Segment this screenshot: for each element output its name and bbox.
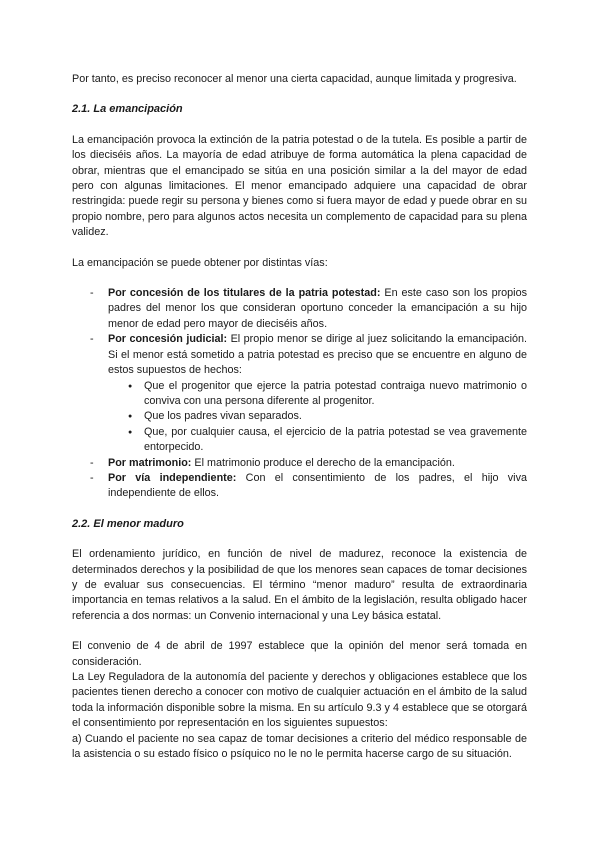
list-item-label: Por concesión de los titulares de la patria potestad:: [108, 287, 381, 300]
list-item-text: En este caso son los propios padres del menor los que consideran oportuno conceder la emancipación a su hijo menor de edad pero mayor de dieciséis años.: [108, 287, 527, 330]
sub-list-item: ● Que, por cualquier causa, el ejercicio de la patria potestad se vea gravemente entorpecido.: [108, 425, 527, 456]
convenio-paragraph: El convenio de 4 de abril de 1997 establece que la opinión del menor será tomada en consideración.: [72, 640, 527, 668]
emancipacion-vias-list: [72, 286, 527, 502]
supuesto-a-paragraph: a) Cuando el paciente no sea capaz de tomar decisiones a criterio del médico responsable de la asistencia o su estado físico o psíquico no le no le permita hacerse cargo de su situación.: [72, 732, 527, 761]
sub-list-item: ● Que el progenitor que ejerce la patria potestad contraiga nuevo matrimonio o conviva con una persona diferente al progenitor.: [108, 379, 527, 410]
section-heading-menor-maduro: 2.2. El menor maduro: [72, 517, 184, 530]
supuestos-list: [108, 379, 527, 456]
list-item: [72, 286, 527, 332]
page-content: [72, 72, 527, 762]
list-item-label: Por vía independiente:: [108, 471, 237, 484]
list-item-label: Por concesión judicial:: [108, 333, 228, 346]
list-item-text: El matrimonio produce el derecho de la emancipación.: [191, 456, 455, 469]
list-item: [72, 332, 527, 455]
sub-list-item: ● Que los padres vivan separados.: [108, 409, 527, 424]
emancipacion-paragraph: La emancipación provoca la extinción de la patria potestad o de la tutela. Es posible a partir de los dieciséis años. La mayoría de edad atribuye de forma automática la plena capacidad de obrar, mientras que el emancipado se sitúa en una posición similar a la del mayor de edad pero con algunas limitaciones. El menor emancipado adquiere una capacidad de obrar restringida: puede regir su persona y bienes como si fuera mayor de edad y puede obrar en su propio nombre, pero para algunos actos necesita un complemento de capacidad para su plena validez.: [72, 133, 527, 239]
list-item-label: Por matrimonio:: [108, 456, 192, 469]
section-heading-emancipacion: 2.1. La emancipación: [72, 103, 183, 116]
emancipacion-vias-intro: La emancipación se puede obtener por distintas vías:: [72, 256, 328, 269]
ley-paragraph: La Ley Reguladora de la autonomía del paciente y derechos y obligaciones establece que los pacientes tienen derecho a conocer con motivo de cualquier actuación en el ámbito de la salud toda la información disponible sobre la misma. En su artículo 9.3 y 4 establece que se otorgará el consentimiento por representación en los siguientes supuestos:: [72, 671, 527, 730]
list-item: [72, 456, 527, 471]
list-item-text: El propio menor se dirige al juez solicitando la emancipación. Si el menor está sometido a patria potestad es preciso que se encuentre en alguno de estos supuestos de hechos:: [108, 333, 527, 377]
list-item-text: Con el consentimiento de los padres, el hijo viva independiente de ellos.: [108, 471, 527, 500]
intro-paragraph: Por tanto, es preciso reconocer al menor una cierta capacidad, aunque limitada y progresiva.: [72, 73, 517, 85]
list-item: [72, 471, 527, 502]
menor-maduro-paragraph: El ordenamiento jurídico, en función de nivel de madurez, reconoce la existencia de determinados derechos y la posibilidad de que los menores sean capaces de tomar decisiones y de evaluar sus consecuencias. El término “menor maduro” resulta de extraordinaria importancia en temas relativos a la salud. En el ámbito de la legislación, resulta obligado hacer referencia a dos normas: un Convenio internacional y una Ley básica estatal.: [72, 548, 527, 622]
